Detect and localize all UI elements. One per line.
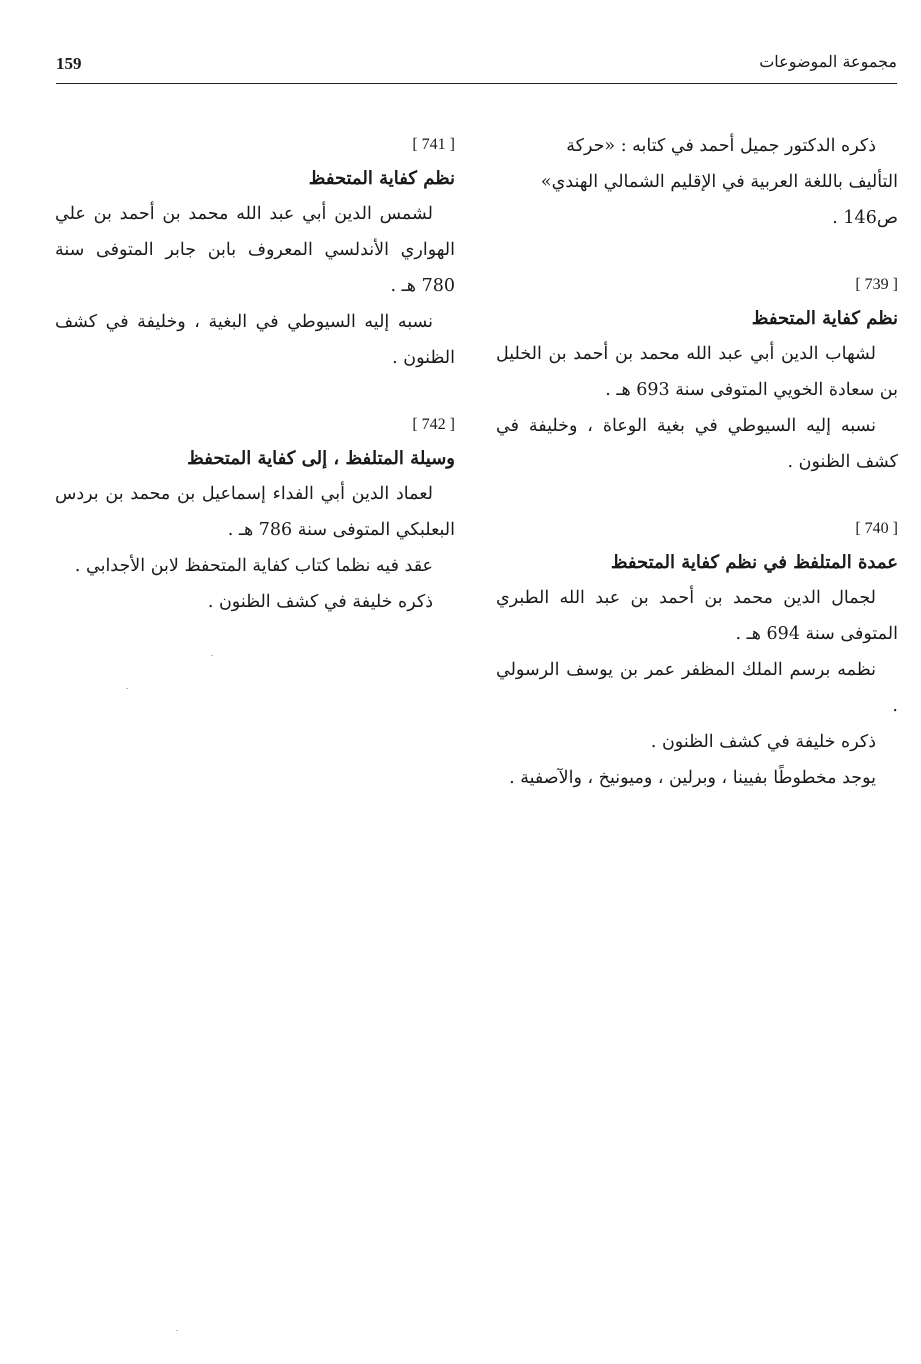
entry-paragraph: لجمال الدين محمد بن أحمد بن عبد الله الطبري المتوفى سنة 694 هـ . bbox=[496, 588, 898, 644]
entry-title: نظم كفاية المتحفظ bbox=[308, 168, 455, 189]
page-number: 159 bbox=[56, 54, 82, 73]
entry-742 bbox=[55, 408, 455, 620]
entry-number: [ 741 ] bbox=[412, 136, 455, 153]
intro-line: ذكره الدكتور جميل أحمد في كتابه : «حركة bbox=[566, 136, 876, 156]
entry-title: عمدة المتلفظ في نظم كفاية المتحفظ bbox=[610, 552, 898, 573]
entry-number: [ 740 ] bbox=[855, 520, 898, 537]
right-column bbox=[496, 128, 898, 796]
entry-paragraph: ذكره خليفة في كشف الظنون . bbox=[207, 592, 433, 612]
entry-paragraph: نسبه إليه السيوطي في البغية ، وخليفة في كشف الظنون . bbox=[55, 312, 455, 368]
entry-title: وسيلة المتلفظ ، إلى كفاية المتحفظ bbox=[187, 448, 455, 469]
intro-paragraph bbox=[496, 128, 898, 236]
scan-speck bbox=[211, 655, 213, 656]
header-rule bbox=[56, 83, 897, 84]
entry-paragraph: لعماد الدين أبي الفداء إسماعيل بن محمد بن بردس البعلبكي المتوفى سنة 786 هـ . bbox=[55, 484, 455, 540]
entry-paragraph: نظمه برسم الملك المظفر عمر بن يوسف الرسولي . bbox=[496, 660, 898, 716]
running-title: مجموعة الموضوعات bbox=[759, 52, 897, 71]
entry-paragraph: لشهاب الدين أبي عبد الله محمد بن أحمد بن الخليل بن سعادة الخويي المتوفى سنة 693 هـ . bbox=[496, 344, 898, 400]
entry-paragraph: لشمس الدين أبي عبد الله محمد بن أحمد بن علي الهواري الأندلسي المعروف بابن جابر المتوفى سنة 780 هـ . bbox=[55, 204, 455, 296]
entry-number: [ 739 ] bbox=[855, 276, 898, 293]
entry-paragraph: يوجد مخطوطًا بفيينا ، وبرلين ، وميونيخ ، والآصفية . bbox=[509, 768, 876, 788]
entry-paragraph: ذكره خليفة في كشف الظنون . bbox=[650, 732, 876, 752]
entry-paragraph: عقد فيه نظما كتاب كفاية المتحفظ لابن الأجدابي . bbox=[74, 556, 433, 576]
page-header bbox=[56, 52, 897, 82]
entry-paragraph: نسبه إليه السيوطي في بغية الوعاة ، وخليفة في كشف الظنون . bbox=[496, 416, 898, 472]
scan-speck bbox=[126, 688, 128, 689]
entry-740 bbox=[496, 512, 898, 796]
left-column bbox=[55, 128, 455, 620]
entry-number: [ 742 ] bbox=[412, 416, 455, 433]
entry-739 bbox=[496, 268, 898, 480]
scan-speck bbox=[176, 1330, 178, 1331]
intro-line: التأليف باللغة العربية في الإقليم الشمالي الهندي» bbox=[540, 172, 898, 192]
entry-title: نظم كفاية المتحفظ bbox=[751, 308, 898, 329]
entry-741 bbox=[55, 128, 455, 376]
intro-line: ص146 . bbox=[832, 208, 898, 228]
